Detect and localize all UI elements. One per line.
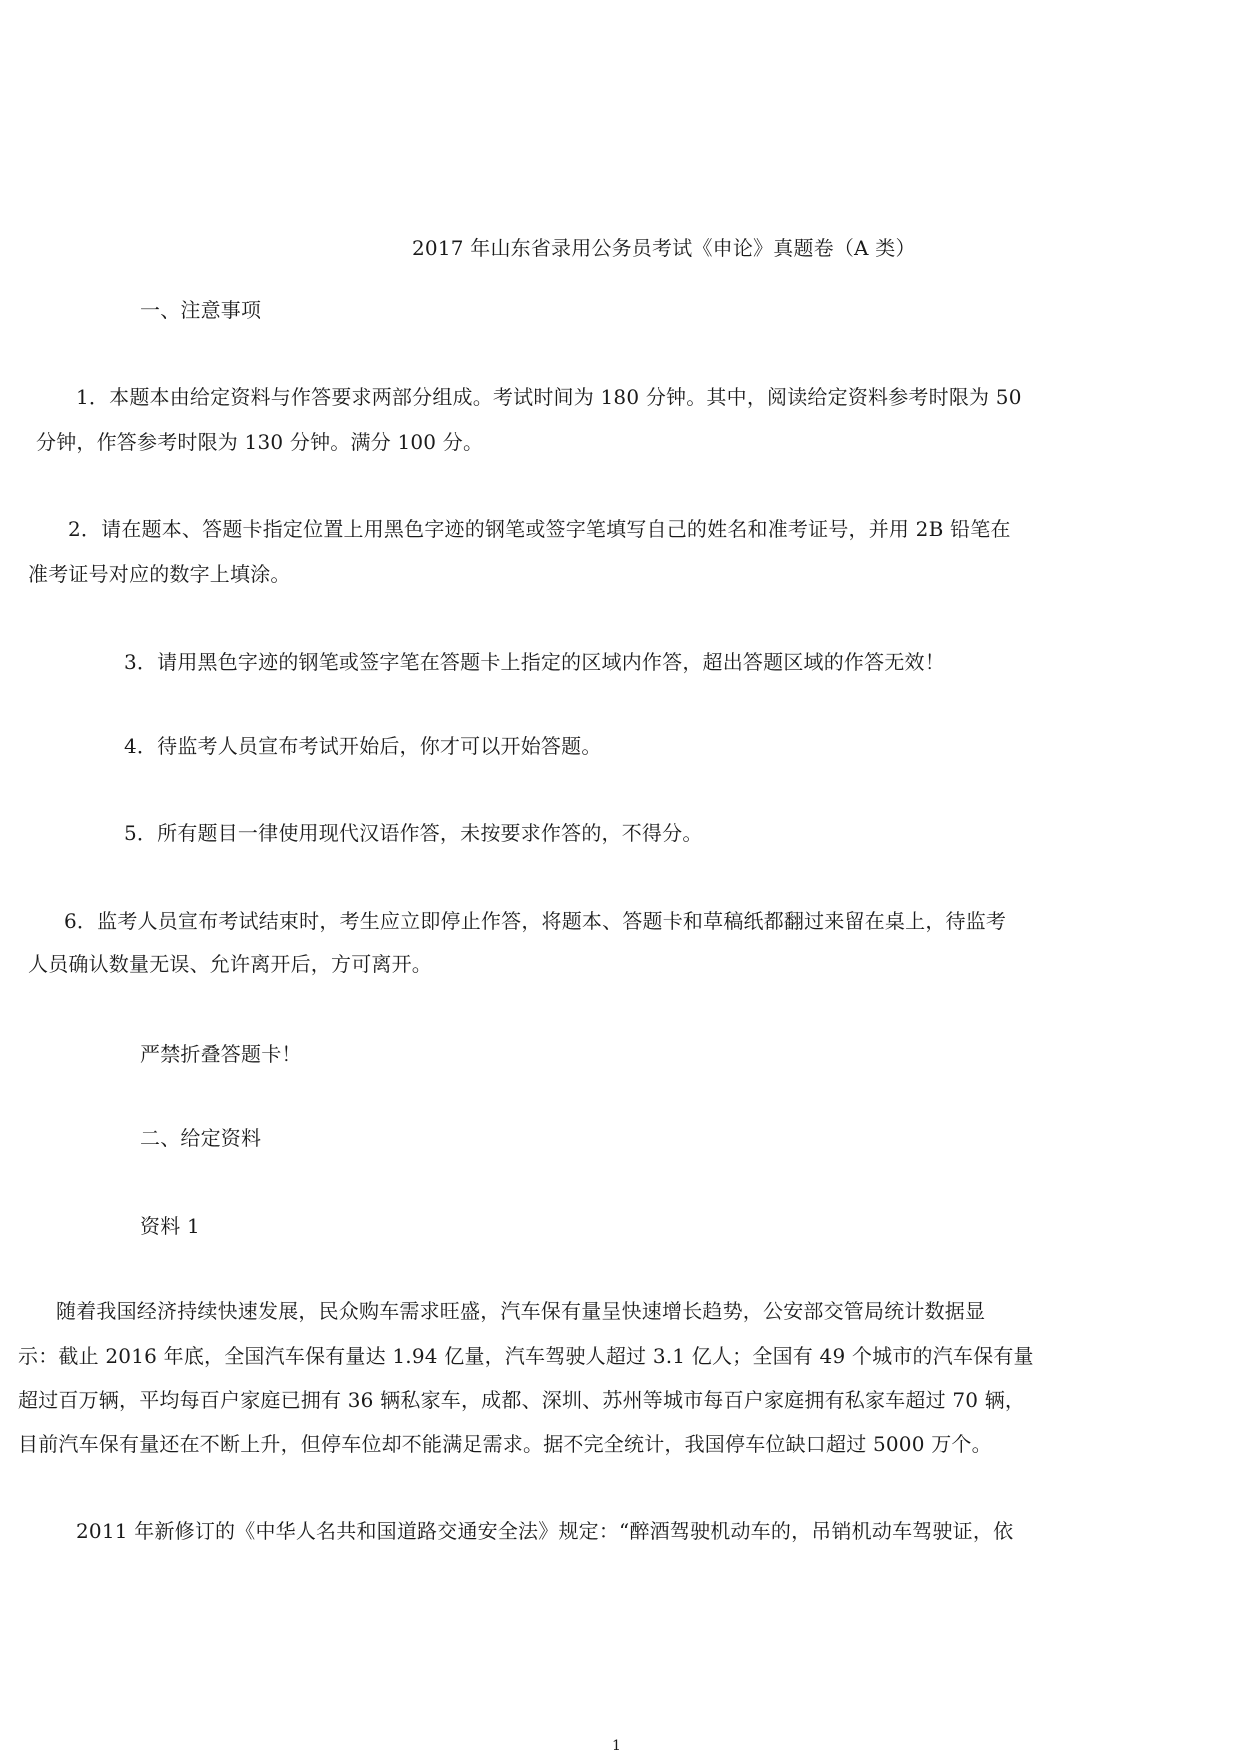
- section-heading-materials: 二、给定资料: [140, 1126, 262, 1150]
- paragraph-2-line-1: 2011 年新修订的《中华人名共和国道路交通安全法》规定：“醉酒驾驶机动车的，吊销机动车驾驶证，依: [76, 1519, 1014, 1543]
- note-1-line-2: 分钟，作答参考时限为 130 分钟。满分 100 分。: [36, 430, 484, 454]
- paragraph-1-line-4: 目前汽车保有量还在不断上升，但停车位却不能满足需求。据不完全统计，我国停车位缺口超过 5000 万个。: [18, 1432, 992, 1456]
- document-title: 2017 年山东省录用公务员考试《申论》真题卷（A 类）: [412, 236, 916, 260]
- note-6-line-1: 6．监考人员宣布考试结束时，考生应立即停止作答，将题本、答题卡和草稿纸都翻过来留在桌上，待监考: [64, 909, 1007, 933]
- note-3: 3．请用黑色字迹的钢笔或签字笔在答题卡上指定的区域内作答，超出答题区域的作答无效！: [124, 650, 945, 674]
- material-label: 资料 1: [140, 1214, 200, 1238]
- paragraph-1-line-1: 随着我国经济持续快速发展，民众购车需求旺盛，汽车保有量呈快速增长趋势，公安部交管局统计数据显: [56, 1299, 986, 1323]
- warning-text: 严禁折叠答题卡！: [140, 1042, 302, 1066]
- note-4: 4．待监考人员宣布考试开始后，你才可以开始答题。: [124, 734, 602, 758]
- note-1-line-1: 1．本题本由给定资料与作答要求两部分组成。考试时间为 180 分钟。其中，阅读给定资料参考时限为 50: [76, 385, 1022, 409]
- note-2-line-2: 准考证号对应的数字上填涂。: [28, 562, 291, 586]
- page-number: 1: [612, 1738, 621, 1754]
- note-5: 5．所有题目一律使用现代汉语作答，未按要求作答的，不得分。: [124, 821, 703, 845]
- section-heading-notes: 一、注意事项: [140, 298, 262, 322]
- paragraph-1-line-2: 示：截止 2016 年底，全国汽车保有量达 1.94 亿量，汽车驾驶人超过 3.1 亿人；全国有 49 个城市的汽车保有量: [18, 1344, 1034, 1368]
- note-6-line-2: 人员确认数量无误、允许离开后，方可离开。: [28, 952, 432, 976]
- paragraph-1-line-3: 超过百万辆，平均每百户家庭已拥有 36 辆私家车，成都、深圳、苏州等城市每百户家庭拥有私家车超过 70 辆，: [18, 1388, 1026, 1412]
- note-2-line-1: 2．请在题本、答题卡指定位置上用黑色字迹的钢笔或签字笔填写自己的姓名和准考证号，并用 2B 铅笔在: [68, 517, 1011, 541]
